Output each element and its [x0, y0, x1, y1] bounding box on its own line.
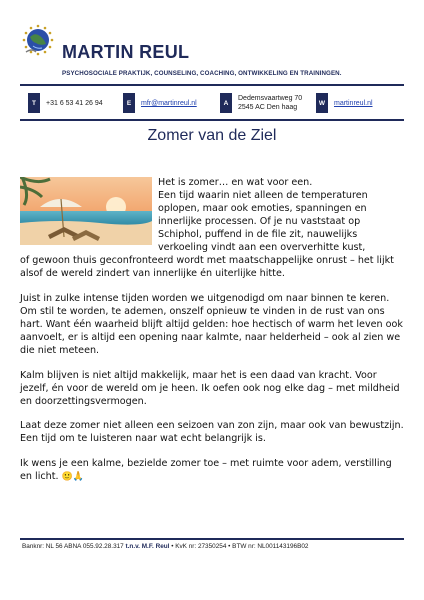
phone-number: +31 6 53 41 26 94: [46, 99, 103, 107]
kvk-number: • KvK nr: 27350254: [171, 543, 227, 550]
email-badge: E: [123, 93, 135, 113]
contact-address: [220, 92, 302, 114]
bank-number: Banknr: NL 56 ABNA 055.92.28.317: [22, 543, 124, 550]
bank-holder: t.n.v. M.F. Reul: [125, 543, 170, 550]
paragraph-wish: [20, 457, 404, 484]
email-link[interactable]: mfr@martinreul.nl: [141, 99, 197, 107]
address-line-2: 2545 AC Den haag: [238, 104, 298, 111]
web-link[interactable]: martinreul.nl: [334, 99, 373, 107]
address-badge: A: [220, 93, 232, 113]
paragraph-awareness: Laat deze zomer niet alleen een seizoen van zon zijn, maar ook van bewustzijn. Een tijd om te luisteren naar wat echt belangrijk is.: [20, 420, 404, 444]
address-line-1: Dedemsvaartweg 70: [238, 95, 303, 102]
intro-paragraph-continued: of gewoon thuis geconfronteerd wordt met maatschappelijke onrust – het lijkt alsof de wereld zindert van innerlijke én uiterlijke hitte.: [20, 255, 394, 279]
footer-bank-details: [22, 543, 308, 550]
globe-logo-icon: [20, 22, 56, 58]
contact-divider: [20, 119, 404, 121]
web-badge: W: [316, 93, 328, 113]
brand-tagline: PSYCHOSOCIALE PRAKTIJK, COUNSELING, COACHING, ONTWIKKELING EN TRAININGEN.: [62, 70, 342, 77]
paragraph-inward: Juist in zulke intense tijden worden we uitgenodigd om naar binnen te keren. Om stil te worden, te ademen, onszelf opnieuw te vinden in de rust van ons hart. Want één waarheid blijft altijd gelden: hoe hectisch of warm het leven ook aanvoelt, er is altijd een opening naar kalmte, naar helderheid – ook al zien we die niet meteen.: [20, 293, 403, 356]
contact-phone: [28, 92, 103, 114]
contact-web: [316, 92, 373, 114]
paragraph-calm: Kalm blijven is niet altijd makkelijk, maar het is een daad van kracht. Voor jezelf, én voor de wereld om je heen. Ik oefen ook nog elke dag – met mildheid en doorzettingsvermogen.: [20, 370, 400, 407]
btw-number: • BTW nr: NL001143196B02: [228, 543, 309, 550]
header-divider: [20, 84, 404, 86]
smile-pray-emoji: 🙂🙏: [61, 472, 85, 482]
wish-text: Ik wens je een kalme, bezielde zomer toe – met ruimte voor adem, verstilling en licht.: [20, 458, 392, 482]
footer-divider: [20, 538, 404, 540]
address-text: [238, 94, 302, 112]
page-title: Zomer van de Ziel: [147, 127, 277, 144]
intro-paragraph: Het is zomer… en wat voor een. Een tijd waarin niet alleen de temperaturen oplopen, maar ook emoties, spanningen en innerlijke processen. Of je nu vaststaat op Schiphol, puffend in de file zit, nauwelijks verkoeling vindt aan een oververhitte kust,: [158, 177, 368, 253]
brand-name: MARTIN REUL: [62, 42, 190, 62]
contact-email: [123, 92, 197, 114]
beach-photo: [20, 177, 152, 245]
phone-badge: T: [28, 93, 40, 113]
